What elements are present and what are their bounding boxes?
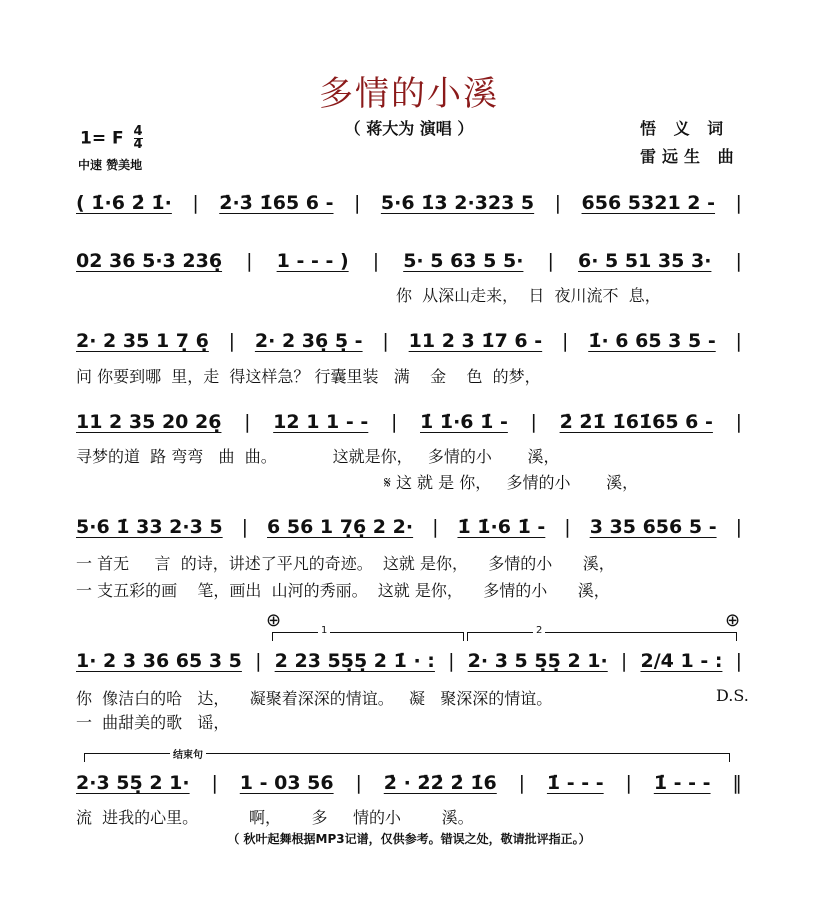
barline: |: [372, 250, 380, 272]
barline: |: [355, 772, 362, 794]
measure: 1 - 03 56: [239, 772, 334, 794]
time-signature: [134, 126, 143, 151]
barline: |: [547, 250, 554, 272]
barline: |: [382, 330, 389, 352]
barline: |: [554, 192, 562, 214]
barline: |: [625, 772, 632, 794]
barline: |: [241, 516, 249, 538]
measure: 6· 5 51 35 3·: [577, 250, 712, 272]
barline: |: [735, 330, 742, 352]
barline: |: [228, 330, 236, 352]
measure: 5·6 1̇3 2·323 5: [380, 192, 535, 214]
measure: 2 23 55̣5̣ 2 1̇ · :: [274, 650, 435, 672]
lyric-line: 你 从深山走来， 日 夜川流不 息，: [396, 286, 661, 305]
measure: 1· 2 3 36 65 3 5: [76, 650, 242, 672]
ending-label: 结束句: [170, 746, 206, 761]
barline: |: [246, 250, 253, 272]
volta-2: [467, 625, 737, 641]
barline: |: [211, 772, 218, 794]
time-num: 4: [133, 124, 143, 139]
tempo-marking: 中速 赞美地: [78, 158, 143, 172]
volta-1-label: 1: [318, 625, 330, 636]
measure: 2· 2 35 1 7̣ 6̣: [76, 330, 209, 352]
measure: 11 2 35 20 26̣: [76, 411, 222, 433]
measure: ( 1̇·6 2̇ 1̇·: [76, 192, 172, 214]
measure: 2̇·3̇ 1̇65 6 -: [219, 192, 334, 214]
barline: |: [530, 411, 537, 433]
lyric-line: 流 进我的心里。 啊， 多 情的小 溪。: [76, 808, 474, 827]
barline: |: [561, 330, 569, 352]
lyric-line: 你 像洁白的哈 达， 凝聚着深深的情谊。 凝 聚深深的情谊。: [76, 689, 553, 708]
notation-row: [76, 250, 742, 272]
measure: 5· 5 63 5 5·: [403, 250, 524, 272]
notation-row: [76, 330, 742, 352]
ending-bracket: [84, 750, 730, 762]
barline: |: [518, 772, 526, 794]
song-title: 多情的小溪: [319, 74, 499, 114]
coda-sign: ⊕: [266, 610, 282, 631]
measure: 2·3 55̣ 2 1·: [76, 772, 190, 794]
barline: |: [390, 411, 398, 433]
barline: |: [244, 411, 251, 433]
lyric-line: 一 曲甜美的歌 谣，: [76, 713, 230, 732]
time-den: 4: [133, 137, 143, 152]
notation-row: [76, 192, 742, 214]
barline: |: [354, 192, 361, 214]
measure: 2· 2 36̣ 5̣ -: [254, 330, 363, 352]
notation-row: [76, 411, 742, 433]
measure: 2/4 1 - :: [640, 650, 723, 672]
ds-marking: D.S.: [716, 686, 749, 705]
lyric-line: 𝄋 这 就 是 你， 多情的小 溪，: [384, 473, 639, 492]
barline: |: [735, 516, 742, 538]
barline: |: [192, 192, 199, 214]
measure: 6 56 1 7̣6̣ 2 2·: [267, 516, 414, 538]
measure: 11 2 3 1̇7 6 -: [408, 330, 543, 352]
barline: |: [620, 650, 628, 672]
singer: （ 蒋大为 演唱 ）: [344, 119, 474, 138]
barline: |: [432, 516, 439, 538]
coda-sign: ⊕: [725, 610, 741, 631]
volta-1: [272, 625, 464, 641]
measure: 1̇· 6 65 3 5 -: [588, 330, 716, 352]
barline: |: [735, 650, 742, 672]
barline: |: [255, 650, 262, 672]
measure: 2̇ 2̇1̇ 1̇61̇65 6 -: [559, 411, 713, 433]
measure: 5·6 1̇ 33 2·3 5: [76, 516, 223, 538]
measure: 1̇ 1̇·6 1̇ -: [420, 411, 508, 433]
measure: 12 1 1 - -: [273, 411, 369, 433]
notation-row: [76, 516, 742, 538]
measure: 1̇ - - -: [546, 772, 604, 794]
composer: 雷远生 曲: [640, 147, 740, 166]
barline: |: [448, 650, 455, 672]
measure: 2· 3 5 5̣5̣ 2 1·: [467, 650, 608, 672]
measure: 3 35 656 5 -: [589, 516, 717, 538]
lyric-line: 问 你要到哪 里，走 得这样急？ 行囊里装 满 金 色 的梦，: [76, 367, 541, 386]
lyric-line: 一 首无 言 的诗，讲述了平凡的奇迹。 这就 是你， 多情的小 溪，: [76, 554, 615, 573]
notation-row: [76, 772, 742, 794]
measure: 656 5321 2 -: [581, 192, 716, 214]
barline: |: [564, 516, 571, 538]
footer-note: （ 秋叶起舞根据MP3记谱，仅供参考。错误之处，敬请批评指正。）: [227, 832, 591, 846]
measure: 1 - - - ): [276, 250, 349, 272]
barline: ‖: [732, 772, 742, 794]
barline: |: [735, 192, 742, 214]
key: 1= F: [80, 128, 124, 149]
lyric-line: 一 支五彩的画 笔，画出 山河的秀丽。 这就 是你， 多情的小 溪，: [76, 581, 610, 600]
notation-row: [76, 650, 742, 672]
measure: 1̇ 1̇·6 1̇ -: [457, 516, 546, 538]
volta-2-label: 2: [533, 625, 545, 636]
measure: 1̇ - - -: [653, 772, 711, 794]
measure: 2̇ · 2̇2̇ 2̇ 1̇6: [383, 772, 497, 794]
lyricist: 悟 义 词: [640, 119, 730, 138]
key-signature: [80, 126, 143, 151]
lyric-line: 寻梦的道 路 弯弯 曲 曲。 这就是你， 多情的小 溪，: [76, 447, 560, 466]
barline: |: [735, 411, 742, 433]
measure: 02 36 5·3 236̣: [76, 250, 223, 272]
barline: |: [735, 250, 742, 272]
